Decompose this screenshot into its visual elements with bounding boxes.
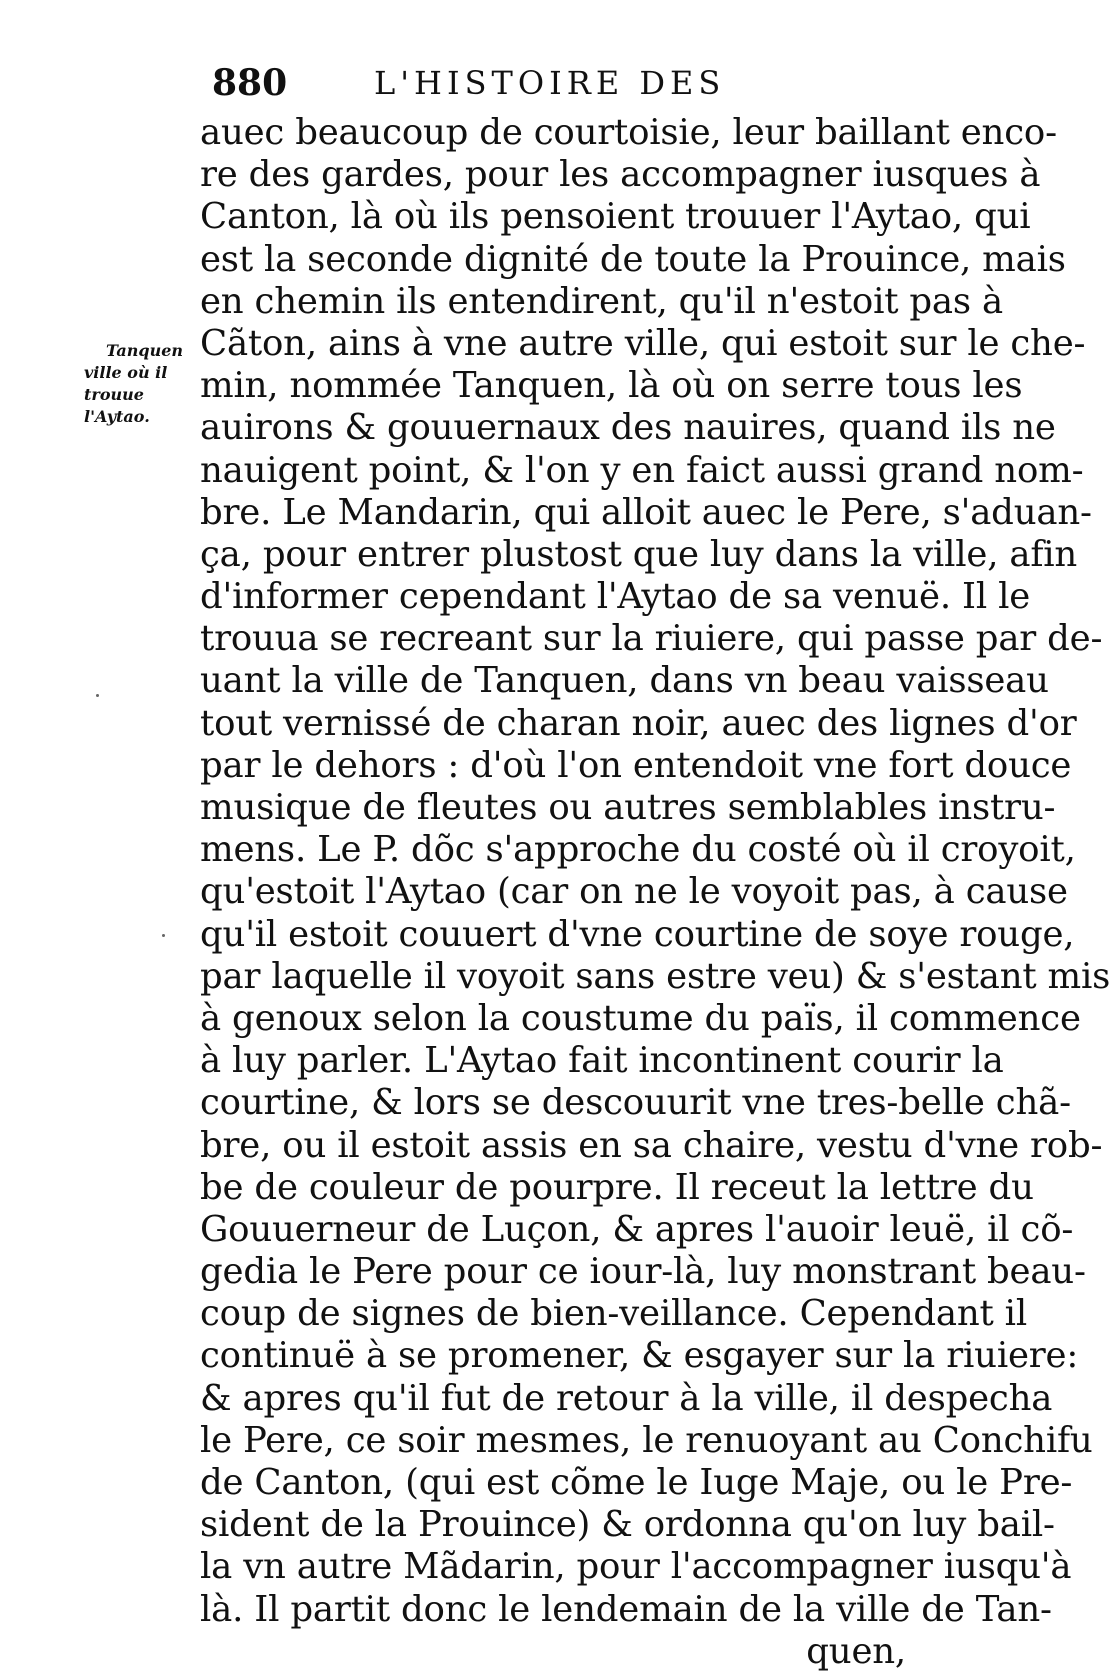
- body-text: [200, 112, 1110, 1673]
- text-line: à luy parler. L'Aytao fait incontinent courir la: [200, 1040, 1004, 1082]
- text-line: d'informer cependant l'Aytao de sa venuë. Il le: [200, 576, 1031, 618]
- text-line: uant la ville de Tanquen, dans vn beau vaisseau: [200, 660, 1049, 702]
- text-line: par laquelle il voyoit sans estre veu) & s'estant mis: [200, 955, 1110, 997]
- text-line: be de couleur de pourpre. Il receut la lettre du: [200, 1166, 1034, 1208]
- running-title: L'HISTOIRE DES: [374, 64, 726, 102]
- text-line: le Pere, ce soir mesmes, le renuoyant au Conchifu: [200, 1419, 1093, 1461]
- text-line: qu'il estoit couuert d'vne courtine de soye rouge,: [200, 913, 1075, 955]
- text-line: est la seconde dignité de toute la Prouince, mais: [200, 238, 1066, 280]
- text-line: bre, ou il estoit assis en sa chaire, vestu d'vne rob-: [200, 1124, 1103, 1166]
- text-line: gedia le Pere pour ce iour-là, luy monstrant beau-: [200, 1251, 1086, 1293]
- text-line: ça, pour entrer plustost que luy dans la ville, afin: [200, 533, 1078, 575]
- text-line: Cãton, ains à vne autre ville, qui estoit sur le che-: [200, 322, 1086, 364]
- ink-speck: [162, 934, 165, 937]
- text-line: nauigent point, & l'on y en faict aussi grand nom-: [200, 449, 1084, 491]
- text-line: auirons & gouuernaux des nauires, quand ils ne: [200, 407, 1056, 449]
- text-line: là. Il partit donc le lendemain de la ville de Tan-: [200, 1588, 1052, 1630]
- text-line: coup de signes de bien-veillance. Cependant il: [200, 1293, 1027, 1335]
- text-line: bre. Le Mandarin, qui alloit auec le Pere, s'aduan-: [200, 491, 1092, 533]
- marginal-note-line: Tanquen: [106, 341, 184, 360]
- text-line: min, nommée Tanquen, là où on serre tous les: [200, 365, 1023, 407]
- marginal-note-line: trouue: [84, 385, 144, 404]
- ink-speck: [96, 694, 99, 697]
- text-line: par le dehors : d'où l'on entendoit vne fort douce: [200, 744, 1072, 786]
- marginal-note-line: ville où il: [84, 363, 168, 382]
- text-line: qu'estoit l'Aytao (car on ne le voyoit pas, à cause: [200, 871, 1068, 913]
- page-number: 880: [212, 62, 288, 104]
- text-line: re des gardes, pour les accompagner iusques à: [200, 154, 1041, 196]
- text-line: Gouuerneur de Luçon, & apres l'auoir leuë, il cõ-: [200, 1208, 1074, 1250]
- text-line: sident de la Prouince) & ordonna qu'on luy bail-: [200, 1504, 1055, 1546]
- text-line: tout vernissé de charan noir, auec des lignes d'or: [200, 702, 1077, 744]
- text-line: musique de fleutes ou autres semblables instru-: [200, 787, 1056, 828]
- text-line: Canton, là où ils pensoient trouuer l'Aytao, qui: [200, 196, 1031, 238]
- text-line: à genoux selon la coustume du païs, il commence: [200, 997, 1081, 1039]
- text-line: la vn autre Mãdarin, pour l'accompagner iusqu'à: [200, 1546, 1072, 1588]
- text-line: auec beaucoup de courtoisie, leur baillant enco-: [200, 112, 1057, 153]
- text-line: courtine, & lors se descouurit vne tres-belle chã-: [200, 1082, 1071, 1124]
- text-line: trouua se recreant sur la riuiere, qui passe par de-: [200, 618, 1103, 660]
- text-line: & apres qu'il fut de retour à la ville, il despecha: [200, 1377, 1053, 1419]
- text-line: de Canton, (qui est cõme le Iuge Maje, ou le Pre-: [200, 1462, 1073, 1503]
- text-line: continuë à se promener, & esgayer sur la riuiere:: [200, 1335, 1079, 1377]
- page-header: [212, 62, 912, 102]
- text-line: mens. Le P. dõc s'approche du costé où il croyoit,: [200, 829, 1076, 871]
- text-line: en chemin ils entendirent, qu'il n'estoit pas à: [200, 280, 1003, 322]
- catchword: quen,: [806, 1630, 906, 1672]
- marginal-note: [84, 340, 199, 428]
- marginal-note-line: l'Aytao.: [84, 407, 150, 426]
